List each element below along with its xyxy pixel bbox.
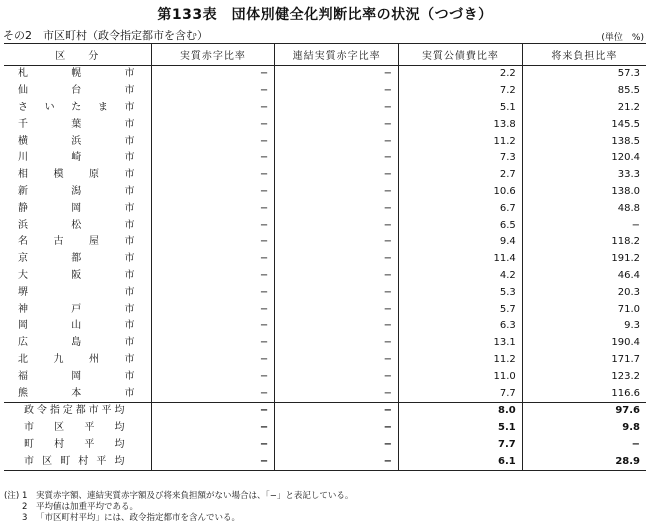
consolidated-deficit-ratio-cell: − [275, 301, 399, 318]
future-burden-ratio-cell: 33.3 [522, 167, 646, 184]
real-deficit-ratio-cell: − [151, 420, 275, 437]
debt-service-ratio-cell: 11.2 [399, 133, 523, 150]
future-burden-ratio-cell: 145.5 [522, 116, 646, 133]
future-burden-ratio-cell: 118.2 [522, 234, 646, 251]
row-label [4, 100, 151, 117]
row-label-text: 名 古 屋 市 [18, 236, 135, 248]
debt-service-ratio-cell: 6.5 [399, 217, 523, 234]
table-row [4, 284, 646, 301]
real-deficit-ratio-cell: − [151, 167, 275, 184]
consolidated-deficit-ratio-cell: − [275, 368, 399, 385]
footnote-number: 1 [22, 491, 28, 501]
row-label [4, 402, 151, 419]
footnote-3 [4, 513, 353, 524]
table-row [4, 133, 646, 150]
debt-service-ratio-cell: 2.2 [399, 66, 523, 83]
debt-service-ratio-cell: 6.3 [399, 318, 523, 335]
debt-service-ratio-cell: 5.7 [399, 301, 523, 318]
row-label [4, 217, 151, 234]
future-burden-ratio-cell: 138.0 [522, 184, 646, 201]
debt-service-ratio-cell: 9.4 [399, 234, 523, 251]
consolidated-deficit-ratio-cell: − [275, 335, 399, 352]
footnote-number: 3 [22, 513, 28, 523]
table-row [4, 217, 646, 234]
table-row [4, 184, 646, 201]
table-row [4, 116, 646, 133]
debt-service-ratio-cell: 7.3 [399, 150, 523, 167]
consolidated-deficit-ratio-cell: − [275, 100, 399, 117]
debt-service-ratio-cell: 8.0 [399, 402, 523, 419]
consolidated-deficit-ratio-cell: − [275, 437, 399, 454]
row-label [4, 284, 151, 301]
future-burden-ratio-cell: 28.9 [522, 453, 646, 470]
future-burden-ratio-cell: 123.2 [522, 368, 646, 385]
real-deficit-ratio-cell: − [151, 133, 275, 150]
row-label-text: 仙 台 市 [18, 85, 135, 97]
debt-service-ratio-cell: 13.8 [399, 116, 523, 133]
row-label [4, 200, 151, 217]
header-future-burden-ratio: 将来負担比率 [522, 44, 646, 66]
real-deficit-ratio-cell: − [151, 453, 275, 470]
row-label-text: 千 葉 市 [18, 118, 135, 130]
row-label-text: 岡 山 市 [18, 320, 135, 332]
row-label-text: 大 阪 市 [18, 269, 135, 281]
debt-service-ratio-cell: 7.2 [399, 83, 523, 100]
real-deficit-ratio-cell: − [151, 301, 275, 318]
table-row [4, 150, 646, 167]
row-label [4, 234, 151, 251]
row-label-text: 堺 市 [18, 286, 135, 298]
table-row [4, 83, 646, 100]
row-label-text: 相 模 原 市 [18, 169, 135, 181]
consolidated-deficit-ratio-cell: − [275, 284, 399, 301]
real-deficit-ratio-cell: − [151, 116, 275, 133]
future-burden-ratio-cell: 138.5 [522, 133, 646, 150]
future-burden-ratio-cell: 171.7 [522, 352, 646, 369]
row-label-text: さ い た ま 市 [18, 101, 135, 113]
table-row [4, 335, 646, 352]
header-row [4, 44, 646, 66]
consolidated-deficit-ratio-cell: − [275, 234, 399, 251]
row-label-text: 川 崎 市 [18, 152, 135, 164]
real-deficit-ratio-cell: − [151, 217, 275, 234]
future-burden-ratio-cell: 97.6 [522, 402, 646, 419]
future-burden-ratio-cell: 57.3 [522, 66, 646, 83]
table-row [4, 301, 646, 318]
row-label-text: 市 区 町 村 平 均 [24, 455, 125, 467]
future-burden-ratio-cell: 190.4 [522, 335, 646, 352]
consolidated-deficit-ratio-cell: − [275, 217, 399, 234]
future-burden-ratio-cell: 191.2 [522, 251, 646, 268]
header-consolidated-deficit-ratio: 連結実質赤字比率 [275, 44, 399, 66]
real-deficit-ratio-cell: − [151, 200, 275, 217]
table-row [4, 251, 646, 268]
consolidated-deficit-ratio-cell: − [275, 268, 399, 285]
future-burden-ratio-cell: − [522, 217, 646, 234]
real-deficit-ratio-cell: − [151, 66, 275, 83]
debt-service-ratio-cell: 11.4 [399, 251, 523, 268]
real-deficit-ratio-cell: − [151, 234, 275, 251]
consolidated-deficit-ratio-cell: − [275, 420, 399, 437]
consolidated-deficit-ratio-cell: − [275, 385, 399, 402]
future-burden-ratio-cell: 9.3 [522, 318, 646, 335]
row-label [4, 368, 151, 385]
debt-service-ratio-cell: 2.7 [399, 167, 523, 184]
real-deficit-ratio-cell: − [151, 100, 275, 117]
real-deficit-ratio-cell: − [151, 437, 275, 454]
consolidated-deficit-ratio-cell: − [275, 83, 399, 100]
row-label [4, 251, 151, 268]
consolidated-deficit-ratio-cell: − [275, 453, 399, 470]
row-label-text: 京 都 市 [18, 253, 135, 265]
real-deficit-ratio-cell: − [151, 318, 275, 335]
row-label [4, 437, 151, 454]
row-label-text: 浜 松 市 [18, 219, 135, 231]
debt-service-ratio-cell: 6.7 [399, 200, 523, 217]
debt-service-ratio-cell: 11.0 [399, 368, 523, 385]
footnote-text: 実質赤字額、連結実質赤字額及び将来負担額がない場合は、「−」と表記している。 [36, 491, 354, 501]
consolidated-deficit-ratio-cell: − [275, 116, 399, 133]
future-burden-ratio-cell: 21.2 [522, 100, 646, 117]
footnote-number: 2 [22, 502, 28, 512]
table-subtitle: その2 市区町村（政令指定都市を含む） [3, 29, 208, 42]
row-label-text: 福 岡 市 [18, 370, 135, 382]
real-deficit-ratio-cell: − [151, 251, 275, 268]
debt-service-ratio-cell: 10.6 [399, 184, 523, 201]
header-debt-service-ratio: 実質公債費比率 [399, 44, 523, 66]
future-burden-ratio-cell: 85.5 [522, 83, 646, 100]
table-row [4, 234, 646, 251]
debt-service-ratio-cell: 7.7 [399, 437, 523, 454]
consolidated-deficit-ratio-cell: − [275, 200, 399, 217]
future-burden-ratio-cell: 9.8 [522, 420, 646, 437]
real-deficit-ratio-cell: − [151, 352, 275, 369]
consolidated-deficit-ratio-cell: − [275, 318, 399, 335]
row-label-text: 広 島 市 [18, 337, 135, 349]
row-label [4, 301, 151, 318]
row-label-text: 政 令 指 定 都 市 平 均 [24, 405, 125, 417]
row-label [4, 420, 151, 437]
real-deficit-ratio-cell: − [151, 284, 275, 301]
row-label [4, 150, 151, 167]
row-label [4, 116, 151, 133]
row-label-text: 神 戸 市 [18, 303, 135, 315]
real-deficit-ratio-cell: − [151, 335, 275, 352]
consolidated-deficit-ratio-cell: − [275, 66, 399, 83]
table-row [4, 352, 646, 369]
real-deficit-ratio-cell: − [151, 150, 275, 167]
table-row [4, 167, 646, 184]
real-deficit-ratio-cell: − [151, 385, 275, 402]
row-label-text: 静 岡 市 [18, 202, 135, 214]
debt-service-ratio-cell: 11.2 [399, 352, 523, 369]
ratio-table [4, 43, 646, 471]
table-title: 第133表 団体別健全化判断比率の状況（つづき） [157, 7, 493, 23]
unit-label: (単位 %) [601, 33, 644, 43]
header-category: 区 分 [4, 44, 151, 66]
future-burden-ratio-cell: 120.4 [522, 150, 646, 167]
table-row [4, 385, 646, 402]
future-burden-ratio-cell: 20.3 [522, 284, 646, 301]
future-burden-ratio-cell: 48.8 [522, 200, 646, 217]
real-deficit-ratio-cell: − [151, 268, 275, 285]
row-label [4, 352, 151, 369]
debt-service-ratio-cell: 7.7 [399, 385, 523, 402]
real-deficit-ratio-cell: − [151, 184, 275, 201]
row-label [4, 184, 151, 201]
real-deficit-ratio-cell: − [151, 83, 275, 100]
row-label-text: 市 区 平 均 [24, 422, 125, 434]
table-row [4, 318, 646, 335]
table-row [4, 268, 646, 285]
row-label [4, 385, 151, 402]
real-deficit-ratio-cell: − [151, 368, 275, 385]
row-label [4, 83, 151, 100]
debt-service-ratio-cell: 4.2 [399, 268, 523, 285]
debt-service-ratio-cell: 5.1 [399, 100, 523, 117]
future-burden-ratio-cell: 71.0 [522, 301, 646, 318]
average-row [4, 453, 646, 470]
row-label-text: 新 潟 市 [18, 185, 135, 197]
future-burden-ratio-cell: 46.4 [522, 268, 646, 285]
row-label-text: 町 村 平 均 [24, 438, 125, 450]
row-label [4, 167, 151, 184]
footnotes [4, 491, 353, 524]
consolidated-deficit-ratio-cell: − [275, 150, 399, 167]
average-row [4, 420, 646, 437]
row-label-text: 札 幌 市 [18, 68, 135, 80]
table-row [4, 100, 646, 117]
row-label [4, 453, 151, 470]
footnote-text: 「市区町村平均」には、政令指定都市を含んでいる。 [36, 513, 241, 523]
consolidated-deficit-ratio-cell: − [275, 352, 399, 369]
footnote-label: (注) [4, 491, 20, 501]
table-row [4, 200, 646, 217]
average-row [4, 402, 646, 419]
row-label-text: 熊 本 市 [18, 387, 135, 399]
future-burden-ratio-cell: 116.6 [522, 385, 646, 402]
header-real-deficit-ratio: 実質赤字比率 [151, 44, 275, 66]
consolidated-deficit-ratio-cell: − [275, 184, 399, 201]
average-row [4, 437, 646, 454]
row-label [4, 133, 151, 150]
debt-service-ratio-cell: 6.1 [399, 453, 523, 470]
debt-service-ratio-cell: 5.3 [399, 284, 523, 301]
footnote-text: 平均値は加重平均である。 [36, 502, 139, 512]
row-label [4, 66, 151, 83]
row-label-text: 北 九 州 市 [18, 353, 135, 365]
future-burden-ratio-cell: − [522, 437, 646, 454]
footnote-1 [4, 491, 353, 502]
consolidated-deficit-ratio-cell: − [275, 402, 399, 419]
row-label [4, 268, 151, 285]
debt-service-ratio-cell: 5.1 [399, 420, 523, 437]
row-label [4, 318, 151, 335]
table-row [4, 368, 646, 385]
row-label-text: 横 浜 市 [18, 135, 135, 147]
debt-service-ratio-cell: 13.1 [399, 335, 523, 352]
footnote-2 [4, 502, 353, 513]
row-label [4, 335, 151, 352]
real-deficit-ratio-cell: − [151, 402, 275, 419]
table-row [4, 66, 646, 83]
consolidated-deficit-ratio-cell: − [275, 251, 399, 268]
consolidated-deficit-ratio-cell: − [275, 133, 399, 150]
consolidated-deficit-ratio-cell: − [275, 167, 399, 184]
